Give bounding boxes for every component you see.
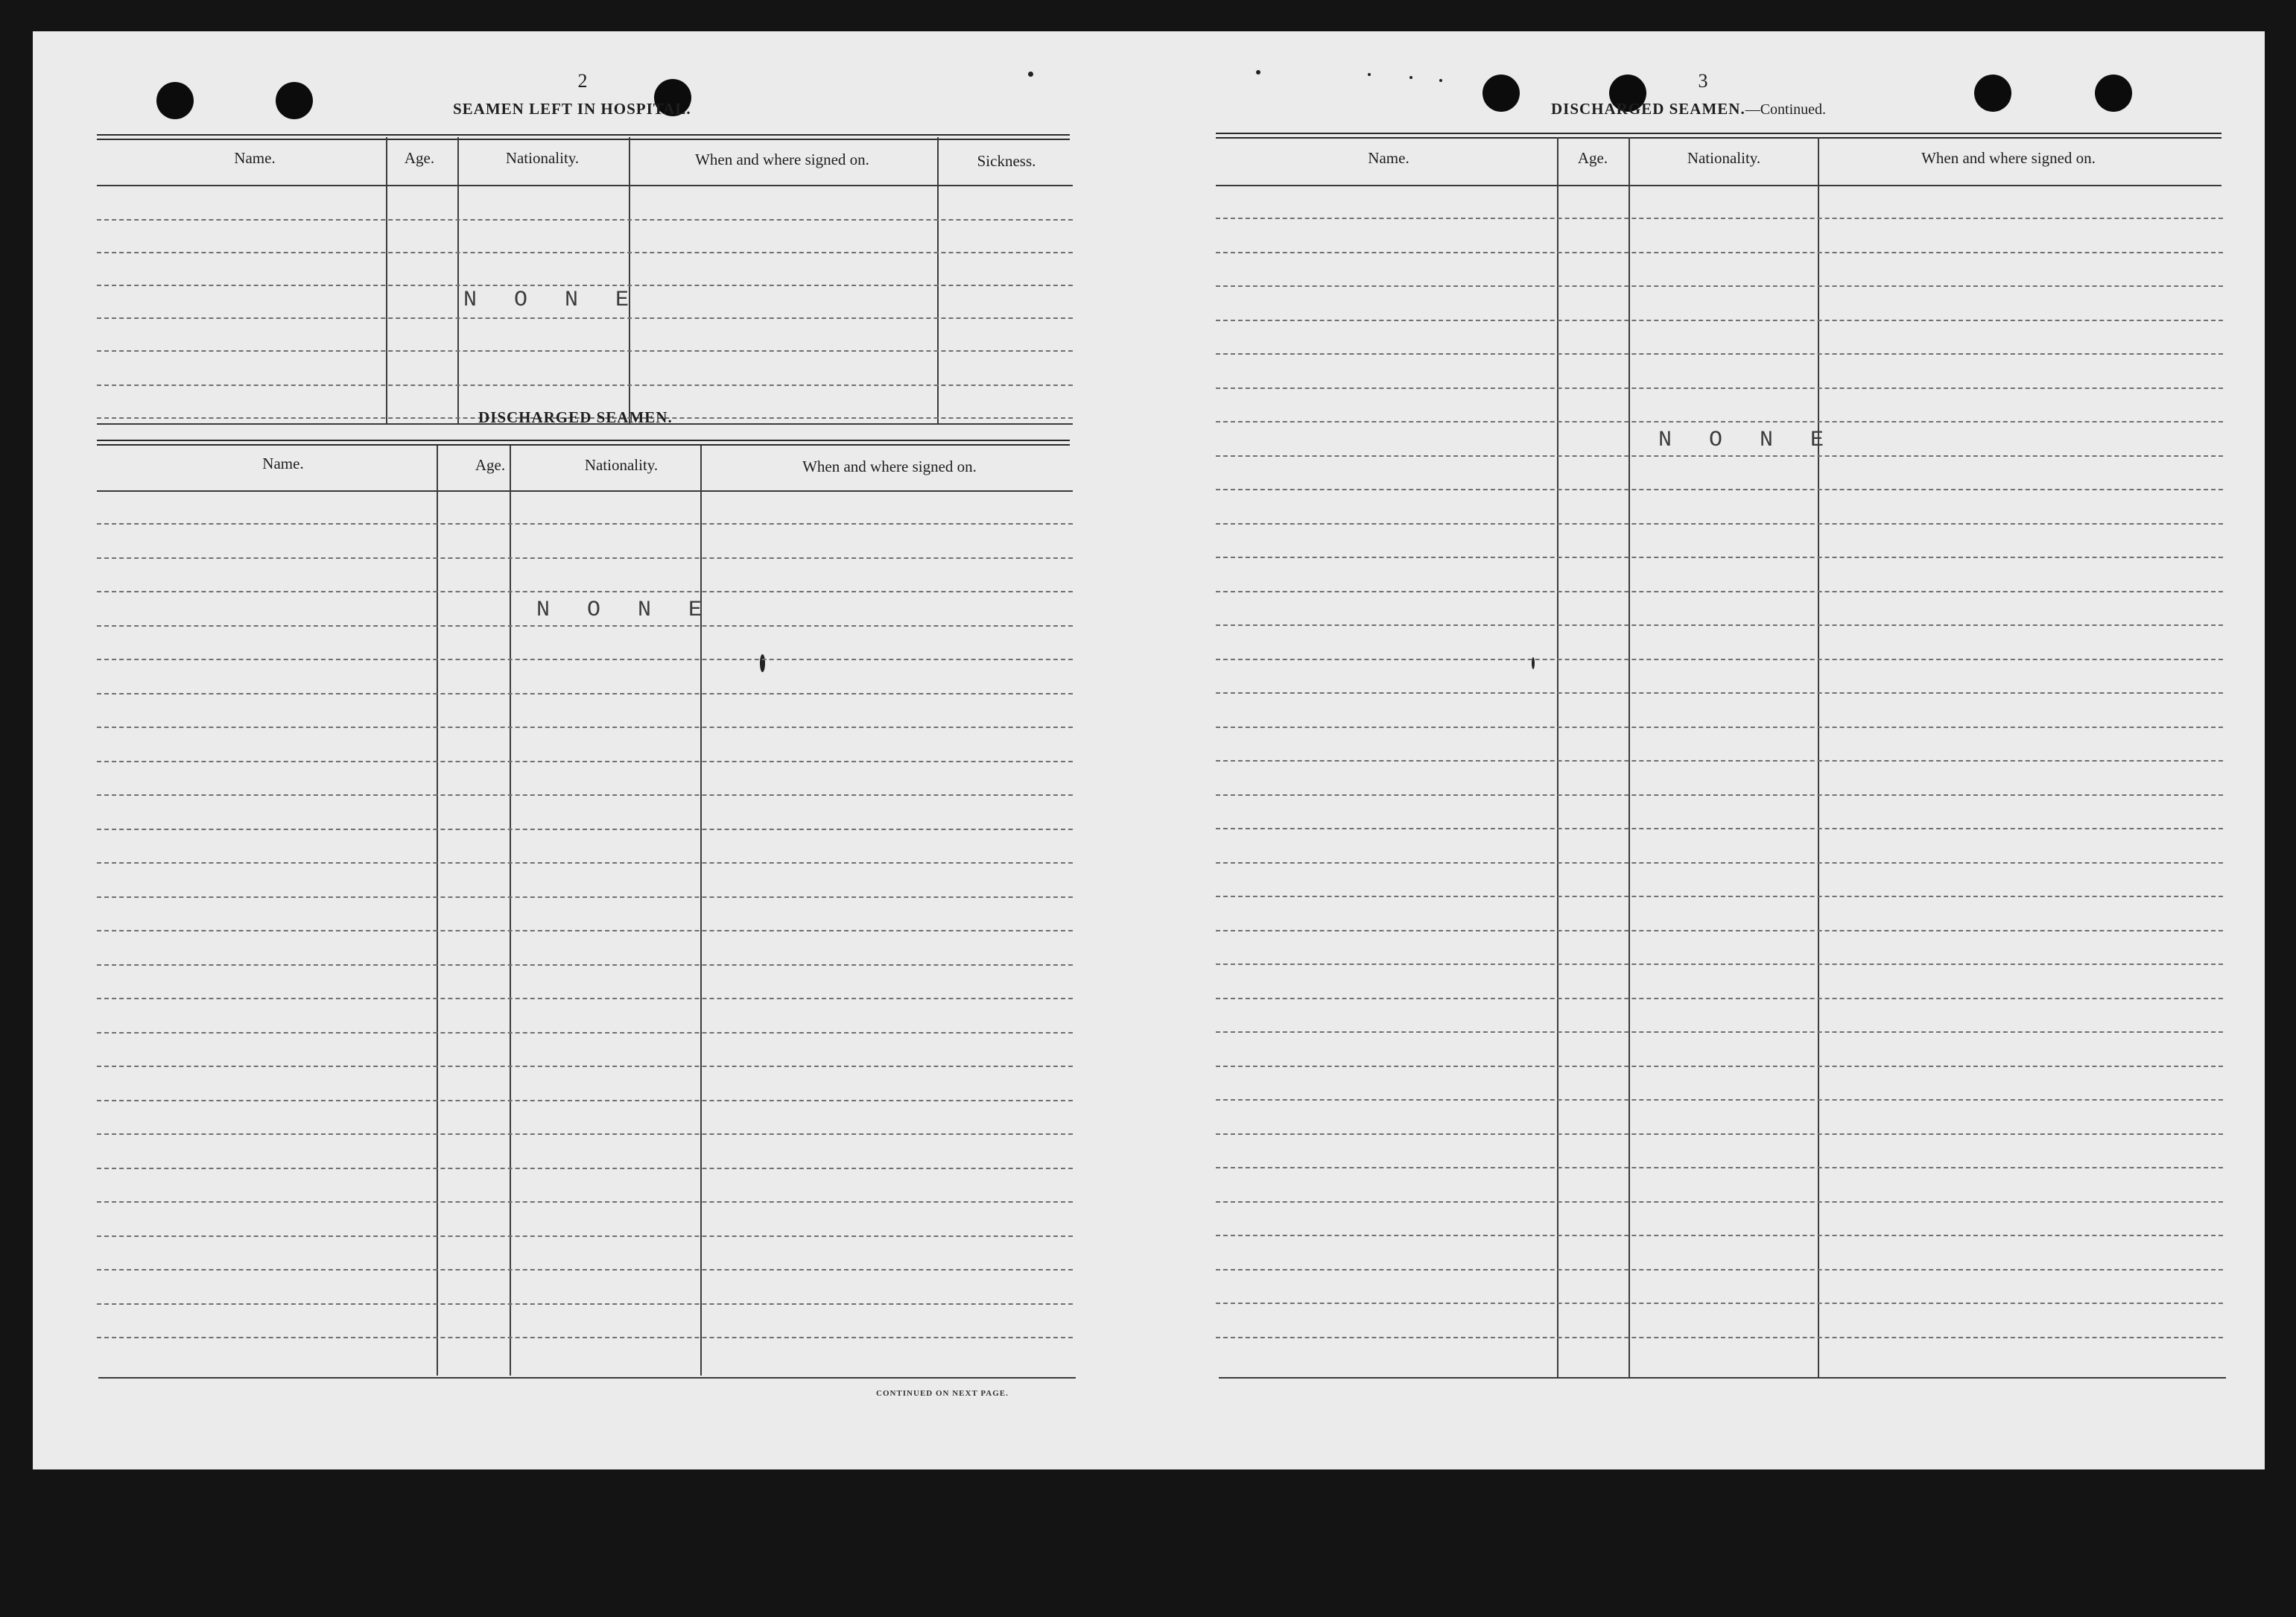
hospital-col-sickness: Sickness. [977,152,1036,170]
hospital-row-line [97,219,1073,221]
discharged-col-signed-on: When and where signed on. [802,458,977,475]
ledger-row-line [1216,760,2223,762]
ledger-row-line [1216,896,2223,897]
ledger-row-line [1216,387,2223,389]
discharged-none-entry: N O N E [536,598,714,623]
ledger-row-line [97,1133,1073,1135]
ledger-row-line [1216,1269,2223,1270]
ledger-row-line [1216,489,2223,490]
page-number-right: 3 [1698,70,1708,92]
ledger-row-line [1216,998,2223,999]
ledger-sheet [33,31,2265,1469]
hospital-col-divider [386,137,387,425]
ledger-row-line [1216,591,2223,592]
hospital-row-line [97,350,1073,352]
ledger-row-line [97,1303,1073,1305]
right-col-nationality: Nationality. [1687,149,1761,167]
continued-note: CONTINUED ON NEXT PAGE. [876,1389,1009,1398]
ledger-row-line [97,727,1073,728]
punch-hole [2095,75,2132,112]
hospital-col-signed-on: When and where signed on. [695,151,869,168]
ledger-row-line [97,964,1073,966]
hospital-col-nationality: Nationality. [505,149,580,167]
ledger-row-line [97,1032,1073,1034]
hospital-table-top-rule [97,134,1070,140]
ledger-row-line [1216,1303,2223,1304]
discharged-col-name: Name. [262,455,304,472]
right-header-rule [1216,185,2222,186]
ledger-row-line [1216,1133,2223,1135]
ledger-row-line [97,862,1073,864]
ledger-row-line [1216,421,2223,423]
ledger-row-line [97,523,1073,525]
hospital-col-divider [457,137,459,425]
discharged-col-nationality: Nationality. [584,456,659,474]
ledger-row-line [97,659,1073,660]
ledger-row-line [97,794,1073,796]
ledger-row-line [97,1337,1073,1338]
discharged-col-age: Age. [475,456,506,474]
ledger-row-line [1216,727,2223,728]
ledger-row-line [1216,828,2223,829]
right-table-bottom-rule [1219,1377,2226,1379]
ledger-row-line [1216,1031,2223,1033]
ledger-row-line [1216,557,2223,558]
ledger-row-line [1216,794,2223,796]
ledger-row-line [97,557,1073,559]
ink-speck [1368,73,1371,76]
ledger-row-line [1216,523,2223,525]
discharged-table-top-rule [97,440,1070,446]
ink-speck [1409,76,1412,79]
hospital-col-age: Age. [404,149,435,167]
punch-hole [276,82,313,119]
ink-speck [760,654,765,672]
ledger-row-line [1216,455,2223,457]
ledger-row-line [1216,624,2223,626]
hospital-header-rule [97,185,1073,186]
hospital-col-divider [937,137,939,425]
ledger-row-line [1216,930,2223,931]
ledger-row-line [1216,1337,2223,1338]
ledger-row-line [97,998,1073,999]
ledger-row-line [1216,862,2223,864]
ledger-row-line [97,1235,1073,1237]
ledger-row-line [97,1201,1073,1203]
ledger-row-line [1216,1167,2223,1168]
hospital-row-line [97,385,1073,386]
hospital-section-title: SEAMEN LEFT IN HOSPITAL. [453,100,691,118]
punch-hole [156,82,194,119]
right-col-divider [1818,137,1819,1377]
right-section-title [1551,100,1826,118]
ledger-row-line [97,829,1073,830]
ink-speck [1439,79,1442,82]
right-col-divider [1557,137,1558,1377]
ledger-row-line [1216,963,2223,965]
punch-hole [1974,75,2011,112]
ledger-row-line [97,1168,1073,1169]
ledger-row-line [97,1066,1073,1067]
page-number-left: 2 [577,70,588,92]
ink-speck [1256,70,1260,75]
discharged-header-rule [97,490,1073,492]
right-section-title-text: DISCHARGED SEAMEN. [1551,100,1745,118]
hospital-col-divider [629,137,630,425]
ledger-row-line [97,693,1073,694]
ledger-row-line [1216,1235,2223,1236]
ledger-row-line [97,591,1073,592]
right-table-top-rule [1216,133,2222,139]
right-col-age: Age. [1577,149,1608,167]
ledger-row-line [1216,218,2223,219]
ledger-row-line [1216,252,2223,253]
ledger-row-line [97,625,1073,627]
hospital-row-line [97,317,1073,319]
discharged-section-title: DISCHARGED SEAMEN. [478,408,673,426]
hospital-col-name: Name. [234,149,276,167]
ledger-row-line [97,930,1073,931]
ledger-row-line [1216,285,2223,287]
ledger-row-line [1216,1099,2223,1101]
right-col-signed-on: When and where signed on. [1921,149,2096,167]
ledger-row-line [1216,659,2223,660]
ledger-row-line [97,1100,1073,1101]
ledger-row-line [1216,1201,2223,1203]
right-section-title-suffix: —Continued. [1745,101,1827,118]
right-col-name: Name. [1368,149,1409,167]
ledger-row-line [97,1269,1073,1270]
ledger-row-line [97,896,1073,898]
ledger-row-line [1216,692,2223,694]
discharged-table-bottom-rule [98,1377,1076,1379]
hospital-row-line [97,285,1073,286]
punch-hole [1482,75,1520,112]
hospital-none-entry: N O N E [463,288,641,313]
hospital-row-line [97,252,1073,253]
ledger-row-line [1216,320,2223,321]
ledger-row-line [1216,353,2223,355]
ink-speck [1028,72,1033,77]
right-col-divider [1629,137,1630,1377]
right-none-entry: N O N E [1658,428,1836,453]
ledger-row-line [1216,1066,2223,1067]
ledger-row-line [97,761,1073,762]
